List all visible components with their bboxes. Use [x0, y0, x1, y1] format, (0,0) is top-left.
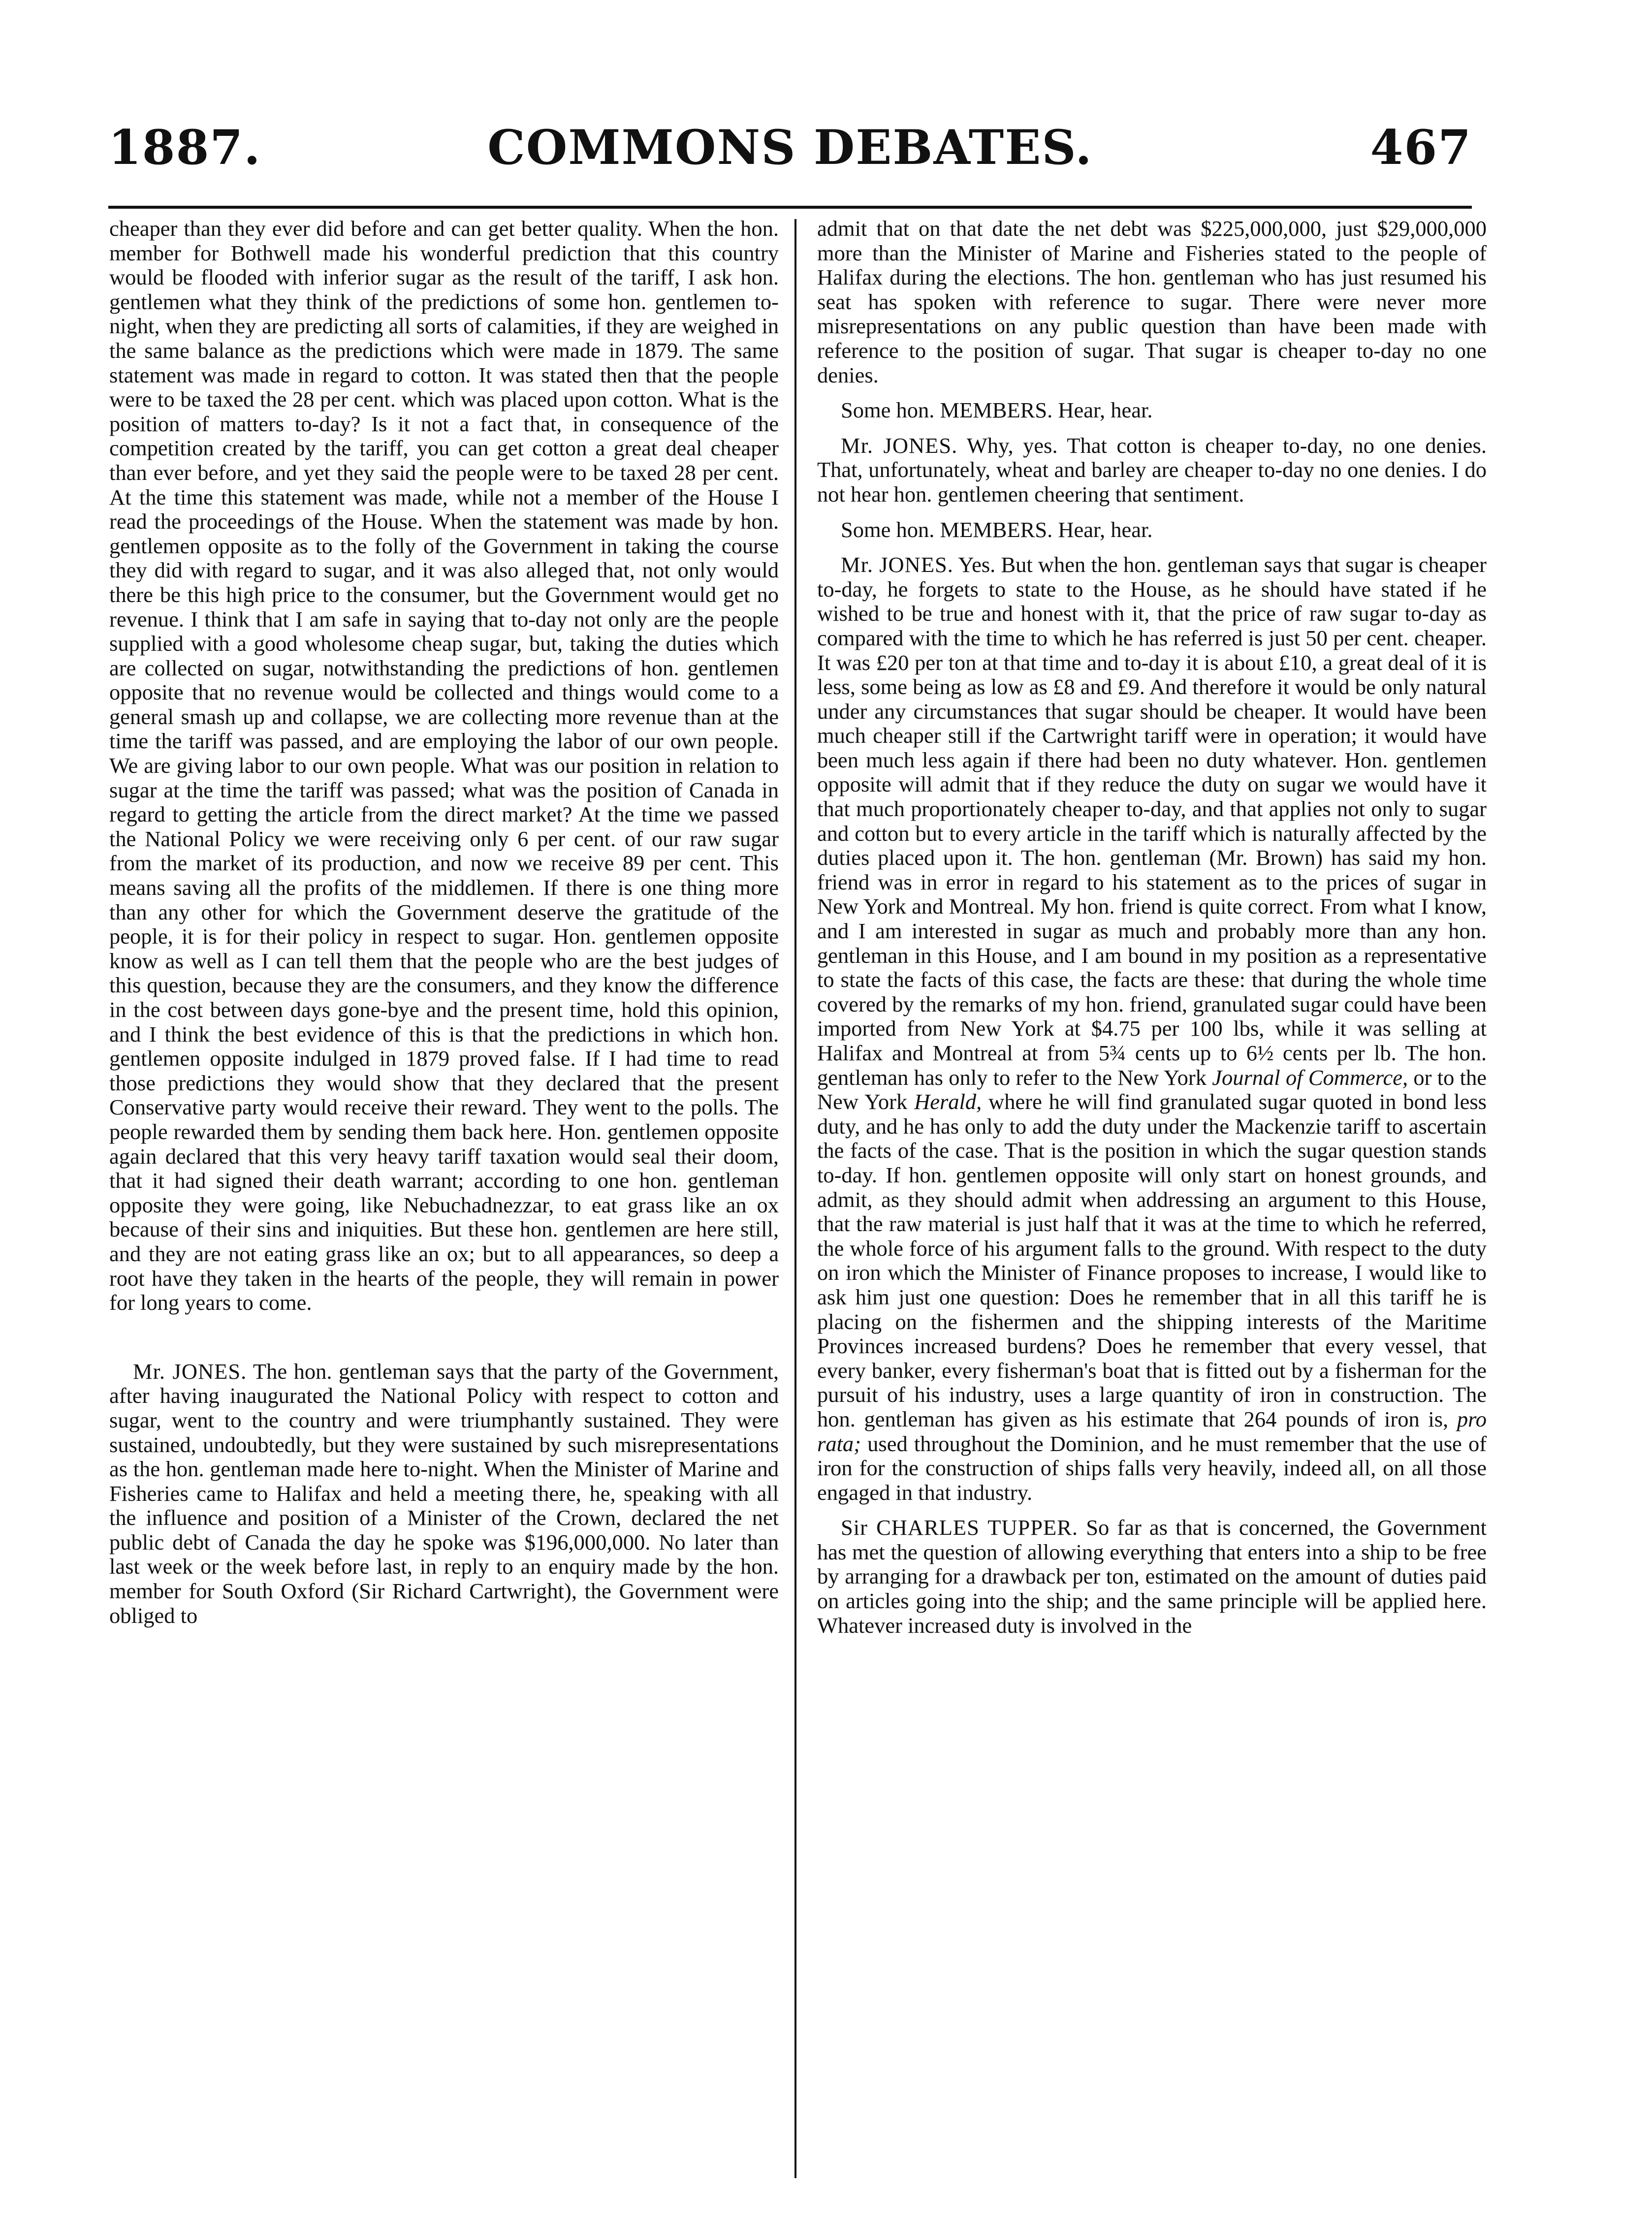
paragraph: cheaper than they ever did before and can get better quality. When the hon. member for Bothwell made his wonderful prediction that this country would be flooded with inferior sugar as the result of the tariff, I ask hon. gentlemen what they think of the predictions of some hon. gentlemen to-night, when they are predicting all sorts of calamities, if they are weighed in the same balance as the predictions which were made in 1879. The same statement was made in regard to cotton. It was stated then that the people were to be taxed the 28 per cent. which was placed upon cotton. What is the position of matters to-day? Is it not a fact that, in consequence of the competition created by the tariff, you can get cotton a great deal cheaper than ever before, and yet they said the people were to be taxed 28 per cent. At the time this statement was made, while not a member of the House I read the proceedings of the House. When the statement was made by hon. gentlemen opposite as to the folly of the Government in taking the course they did with regard to sugar, and it was also alleged that, not only would there be this high price to the consumer, but the Government would get no revenue. I think that I am safe in saying that to-day not only are the people supplied with a good wholesome cheap sugar, but, taking the duties which are collected on sugar, notwithstanding the predictions of hon. gentlemen opposite that no revenue would be collected and things would come to a general smash up and collapse, we are collecting more revenue than at the time the tariff was passed, and are employing the labor of our own people. We are giving labor to our own people. What was our position in relation to sugar at the time the tariff was passed; what was the position of Canada in regard to getting the article from the direct market? At the time we passed the National Policy we were receiving only 6 per cent. of our raw sugar from the market of its production, and now we receive 89 per cent. This means saving all the profits of the middlemen. If there is one thing more than any other for which the Government deserve the gratitude of the people, it is for their policy in respect to sugar. Hon. gentlemen opposite know as well as I can tell them that the people who are the best judges of this question, because they are the consumers, and they know the difference in the cost between days gone-bye and the present time, hold this opinion, and I think the best evidence of this is that the predictions in which hon. gentlemen opposite indulged in 1879 proved false. If I had time to read those predictions they would show that they declared that the present Conservative party would receive their reward. They went to the polls. The people rewarded them by sending them back here. Hon. gentlemen opposite again declared that this very heavy tariff taxation would seal their doom, that it had signed their death warrant; according to one hon. gentleman opposite they were going, like Nebuchadnezzar, to eat grass like an ox because of their sins and iniquities. But these hon. gentlemen are here still, and they are not eating grass like an ox; but to all appearances, so deep a root have they taken in the hearts of the people, they will remain in power for long years to come.	[109, 216, 779, 1315]
paragraph: admit that on that date the net debt was $225,000,000, just $29,000,000 more than the Minister of Marine and Fisheries stated to the people of Halifax during the elections. The hon. gentleman who has just resumed his seat has spoken with reference to sugar. There were never more misrepresentations on any public question than have been made with reference to the position of sugar. That sugar is cheaper to-day no one denies.	[817, 216, 1487, 387]
speaker-name: Mr. JONES.	[841, 433, 958, 458]
paragraph-text: or to the New York	[817, 1065, 1487, 1114]
page-year: 1887.	[108, 120, 261, 175]
page-header	[108, 121, 1472, 190]
paragraph-text: The hon. gentleman says that the party of the Government, after having inaugurated the National Policy with respect to cotton and sugar, went to the country and were triumphantly sustained. They were sustained, undoubtedly, but they were sustained by such misrepresentations as the hon. gentleman made here to-night. When the Minister of Marine and Fisheries came to Halifax and held a meeting there, he, speaking with all the influence and position of a Minister of the Crown, declared the net public debt of Canada the day he spoke was $196,000,000. No later than last week or the week before last, in reply to an enquiry made by the hon. member for South Oxford (Sir Richard Cartwright), the Government were obliged to	[109, 1359, 779, 1628]
paragraph	[817, 1516, 1487, 1638]
paragraph-text: where he will find granulated sugar quoted in bond less duty, and he has only to add the duty under the Mackenzie tariff to ascertain the facts of the case. That is the position in which the sugar question stands to-day. If hon. gentlemen opposite will only start on honest grounds, and admit, as they should admit when addressing an argument to this House, that the raw material is just half that it was at the time to which he referred, the whole force of his argument falls to the ground. With respect to the duty on iron which the Minister of Finance proposes to increase, I would like to ask him just one question: Does he remember that in all this tariff he is placing on the fishermen and the shipping interests of the Maritime Provinces increased burdens? Does he remember that every vessel, that every banker, every fisherman's boat that is fitted out by a fisherman for the pursuit of his industry, uses a large quantity of iron in construction. The hon. gentleman has given as his estimate that 264 pounds of iron is,	[817, 1089, 1487, 1431]
right-column	[817, 217, 1487, 1638]
page-number: 467	[1370, 120, 1472, 175]
paragraph	[817, 434, 1487, 507]
paragraph: Some hon. MEMBERS. Hear, hear.	[841, 398, 1153, 423]
paragraph	[817, 553, 1487, 1505]
paragraph: Some hon. MEMBERS. Hear, hear.	[841, 517, 1153, 542]
publication-title: Herald,	[914, 1089, 982, 1114]
column-divider	[794, 219, 796, 2178]
header-rule	[108, 206, 1472, 209]
paragraph-text: used throughout the Dominion, and he must remember that the use of iron for the construction of ships falls very heavily, indeed all, on all those engaged in that industry.	[817, 1431, 1487, 1505]
running-title: COMMONS DEBATES.	[487, 120, 1093, 175]
paragraph	[109, 1360, 779, 1628]
speaker-name: Mr. JONES.	[841, 552, 953, 577]
latin-phrase: pro rata;	[817, 1406, 1487, 1456]
paragraph-text: Why, yes. That cotton is cheaper to-day, no one denies. That, unfortunately, wheat and barley are cheaper to-day no one denies. I do not hear hon. gentlemen cheering that sentiment.	[817, 433, 1487, 507]
speaker-name: Mr. JONES.	[133, 1359, 247, 1384]
paragraph-text: So far as that is concerned, the Government has met the question of allowing everything that enters into a ship to be free by arranging for a drawback per ton, estimated on the amount of duties paid on articles going into the ship; and the same principle will be applied here. Whatever increased duty is involved in the	[817, 1515, 1487, 1638]
paragraph-text: Yes. But when the hon. gentleman says that sugar is cheaper to-day, he forgets to state to the House, as he should have stated if he wished to be true and honest with it, that the price of raw sugar to-day as compared with the time to which he has referred is just 50 per cent. cheaper. It was £20 per ton at that time and to-day it is about £10, a great deal of it is less, some being as low as £8 and £9. And therefore it would be only natural under any circumstances that sugar should be cheaper. It would have been much cheaper still if the Cartwright tariff were in operation; it would have been much less again if there had been no duty whatever. Hon. gentlemen opposite will admit that if they reduce the duty on sugar we would have it that much proportionately cheaper to-day, and that applies not only to sugar and cotton but to every article in the tariff which is naturally affected by the duties placed upon it. The hon. gentleman (Mr. Brown) has said my hon. friend was in error in regard to his statement as to the prices of sugar in New York and Montreal. My hon. friend is quite correct. From what I know, and I am interested in sugar as much and probably more than any hon. gentleman in this House, and I am bound in my position as a representative to state the facts of this case, the facts are these: that during the whole time covered by the remarks of my hon. friend, granulated sugar could have been imported from New York at $4.75 per 100 lbs, while it was selling at Halifax and Montreal at from 5¾ cents up to 6½ cents per lb. The hon. gentleman has only to refer to the New York	[817, 552, 1487, 1090]
left-column	[109, 217, 779, 1628]
speaker-name: Sir CHARLES TUPPER.	[841, 1515, 1079, 1540]
publication-title: Journal of Commerce,	[1212, 1065, 1408, 1090]
